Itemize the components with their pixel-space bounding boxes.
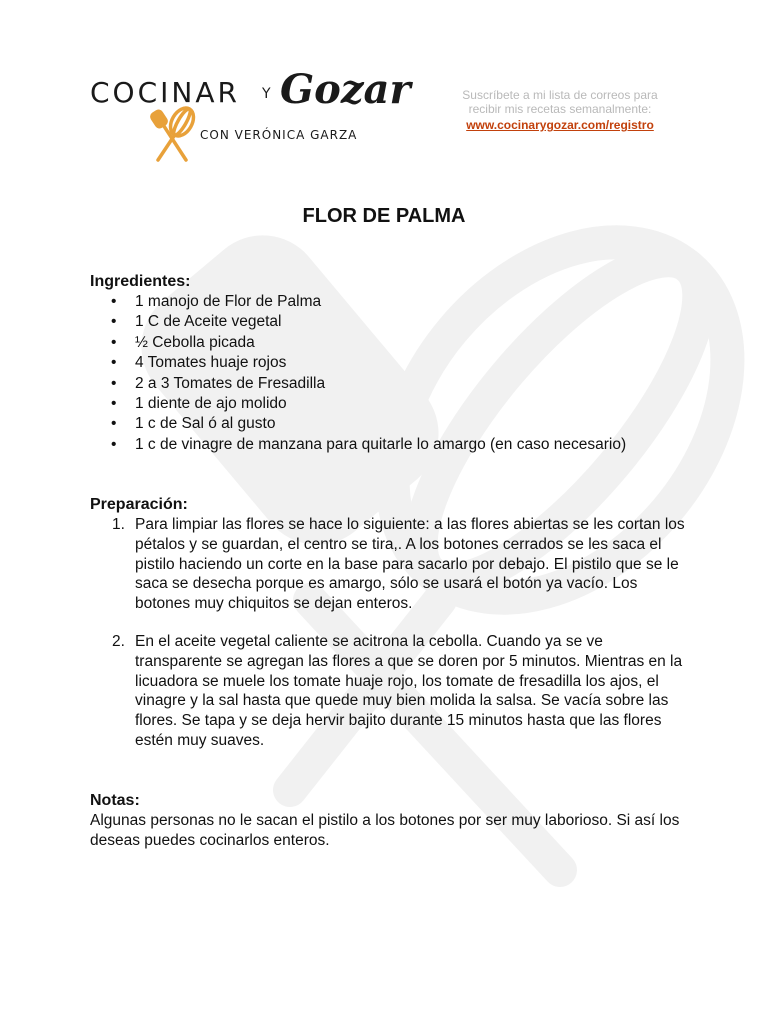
recipe-title: FLOR DE PALMA bbox=[302, 205, 466, 227]
ingredient-item: • ½ Cebolla picada bbox=[90, 333, 710, 353]
ingredients-heading: Ingredientes: bbox=[90, 273, 191, 290]
step-number: 1. bbox=[112, 516, 125, 533]
registration-link[interactable]: www.cocinarygozar.com/registro bbox=[466, 118, 654, 132]
brand-logo bbox=[90, 66, 410, 166]
logo-word-cocinar: COCINAR bbox=[90, 76, 240, 109]
ingredient-item: • 1 diente de ajo molido bbox=[90, 394, 710, 414]
logo-word-gozar: Gozar bbox=[280, 66, 411, 113]
notes-text: Algunas personas no le sacan el pistilo a los botones por ser muy laborioso. Si así los deseas puedes cocinarlos enteros. bbox=[90, 812, 680, 849]
subscribe-notice bbox=[430, 88, 690, 132]
ingredient-item: • 4 Tomates huaje rojos bbox=[90, 353, 710, 373]
preparation-step bbox=[90, 632, 690, 751]
step-text: En el aceite vegetal caliente se acitrona la cebolla. Cuando ya se ve transparente se agregan las flores a que se doren por 5 minutos. Mientras en la licuadora se muele los tomate huaje rojo, los tomate de fresadilla los ajos, el vinagre y la sal hasta que quede muy bien molida la salsa. Se vacía sobre las flores. Se tapa y se deja hervir bajito durante 15 minutos hasta que las flores estén muy suaves. bbox=[135, 632, 683, 749]
whisk-spatula-icon bbox=[150, 106, 200, 164]
ingredient-item: • 1 C de Aceite vegetal bbox=[90, 312, 710, 332]
logo-tagline: CON VERÓNICA GARZA bbox=[200, 128, 358, 142]
step-number: 2. bbox=[112, 632, 125, 650]
ingredients-list bbox=[90, 292, 710, 455]
ingredient-item: • 1 c de Sal ó al gusto bbox=[90, 414, 710, 434]
logo-connector: Y bbox=[262, 86, 271, 102]
ingredient-item: • 1 manojo de Flor de Palma bbox=[90, 292, 710, 312]
notes-heading: Notas: bbox=[90, 792, 140, 809]
preparation-heading: Preparación: bbox=[90, 496, 188, 513]
step-text: Para limpiar las flores se hace lo siguiente: a las flores abiertas se les cortan los pétalos y se guardan, el centro se tira,. A los botones cerrados se les saca el pistilo haciendo un corte en la base para sacarlo por debajo. El pistilo que se le saca se desecha porque es amargo, sólo se usará el botón ya vacío. Los botones muy chiquitos se dejan enteros. bbox=[135, 516, 685, 613]
preparation-steps bbox=[90, 515, 690, 769]
preparation-step bbox=[90, 515, 690, 614]
ingredient-item: • 2 a 3 Tomates de Fresadilla bbox=[90, 374, 710, 394]
subscribe-line-2: recibir mis recetas semanalmente: bbox=[468, 102, 652, 116]
ingredient-item: • 1 c de vinagre de manzana para quitarle lo amargo (en caso necesario) bbox=[90, 435, 710, 455]
subscribe-line-1: Suscríbete a mi lista de correos para bbox=[462, 88, 658, 102]
